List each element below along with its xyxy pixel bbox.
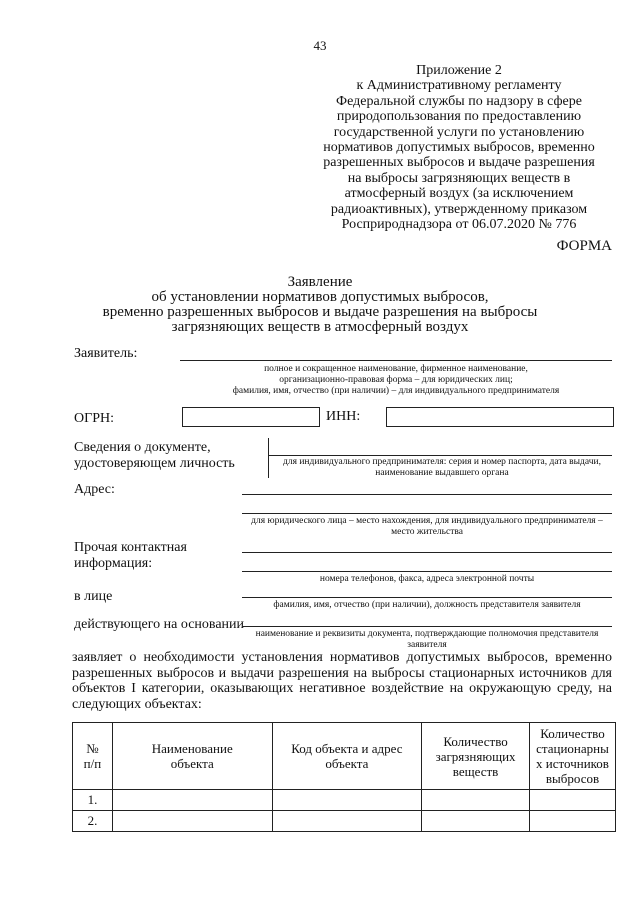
hint-line: полное и сокращенное наименование, фирменное наименование, [264,364,528,374]
label-line: Прочая контактная [74,540,187,555]
header-line: загрязняющих [435,748,516,764]
appendix-line: государственной услуги по установлению [333,124,585,140]
objects-table [72,722,616,832]
header-line: Количество [443,733,508,749]
appendix-header [318,63,600,232]
cell-object-code-address[interactable] [272,790,422,811]
header-line: стационарны [536,741,609,756]
appendix-line: на выбросы загрязняющих веществ в [347,170,571,186]
header-line: объекта [325,756,369,771]
identity-doc-field[interactable] [268,455,612,456]
header-object-name [112,723,272,790]
contacts-field-2[interactable] [242,571,612,572]
header-line: п/п [83,756,102,771]
appendix-line: к Административному регламенту [356,78,562,94]
header-line: Количество [540,726,605,741]
header-sources-count [530,723,616,790]
address-label: Адрес: [74,482,115,497]
header-object-code-address [272,723,422,790]
address-hint [242,516,612,538]
ogrn-input[interactable] [182,407,320,427]
represented-by-hint: фамилия, имя, отчество (при наличии), должность представителя заявителя [273,600,581,610]
form-label: ФОРМА [556,238,612,254]
basis-hint [242,629,612,651]
cell-sources-count[interactable] [530,811,616,832]
label-line: удостоверяющем личность [74,456,235,471]
title-line: загрязняющих веществ в атмосферный воздух [171,319,469,335]
identity-doc-bracket [268,438,269,478]
table-row [73,811,616,832]
cell-number: 1. [73,790,113,811]
appendix-line: Федеральной службы по надзору в сфере [336,93,582,109]
identity-doc-hint [272,457,612,479]
cell-pollutants-count[interactable] [422,790,530,811]
contacts-field-1[interactable] [242,552,612,553]
header-line: № [86,741,99,756]
label-line: информация: [74,556,153,571]
document-title [80,275,560,335]
cell-pollutants-count[interactable] [422,811,530,832]
address-field-2[interactable] [242,513,612,514]
statement-paragraph: заявляет о необходимости установления нормативов допустимых выбросов, временно разрешенных выбросов и выдачи разрешения на выбросы стационарных источников для объектов I категории, оказывающих негативное воздействие на окружающую среду, на следующих объектах: [72,650,612,712]
header-pollutants-count [422,723,530,790]
cell-number: 2. [73,811,113,832]
appendix-line: радиоактивных), утвержденному приказом [330,201,588,217]
hint-line: заявителя [407,640,447,650]
ogrn-label: ОГРН: [74,411,114,426]
hint-line: наименование и реквизиты документа, подтверждающие полномочия представителя [255,629,599,639]
contacts-hint: номера телефонов, факса, адреса электронной почты [319,574,535,584]
label-line: Сведения о документе, [74,440,211,455]
header-number [73,723,113,790]
inn-label: ИНН: [326,409,361,424]
hint-line: для индивидуального предпринимателя: серия и номер паспорта, дата выдачи, [283,457,601,467]
cell-object-code-address[interactable] [272,811,422,832]
page-number: 43 [313,38,327,53]
table-header-row [73,723,616,790]
hint-line: для юридического лица – место нахождения, для индивидуального предпринимателя – [251,516,603,526]
header-line: Код объекта и адрес [291,741,403,756]
appendix-line: атмосферный воздух (за исключением [344,186,574,202]
appendix-line: нормативов допустимых выбросов, временно [323,140,595,156]
address-field-1[interactable] [242,494,612,495]
header-line: х источников [536,756,609,771]
applicant-hint [180,364,612,397]
cell-object-name[interactable] [112,811,272,832]
table-row [73,790,616,811]
appendix-line: Приложение 2 [416,63,502,78]
hint-line: организационно-правовая форма – для юридических лиц; [279,375,513,385]
title-line: Заявление [287,274,353,290]
header-line: веществ [452,763,499,779]
hint-line: место жительства [391,527,463,537]
cell-object-name[interactable] [112,790,272,811]
appendix-line: разрешенных выбросов и выдаче разрешения [323,155,595,171]
header-line: выбросов [545,771,600,786]
inn-input[interactable] [386,407,614,427]
hint-line: наименование выдавшего органа [375,468,509,478]
basis-field[interactable] [242,626,612,627]
applicant-label: Заявитель: [74,346,138,361]
represented-by-field[interactable] [242,597,612,598]
header-line: Наименование [151,741,233,756]
basis-label: действующего на основании [74,617,245,632]
identity-doc-label [74,440,235,472]
contacts-label [74,540,187,572]
header-line: объекта [170,756,214,771]
hint-line: фамилия, имя, отчество (при наличии) – для индивидуального предпринимателя [232,386,560,396]
cell-sources-count[interactable] [530,790,616,811]
appendix-line: Росприроднадзора от 06.07.2020 № 776 [341,217,577,233]
title-line: временно разрешенных выбросов и выдаче разрешения на выбросы [102,304,538,320]
applicant-field[interactable] [180,360,612,361]
title-line: об установлении нормативов допустимых выбросов, [151,289,489,305]
appendix-line: природопользования по предоставлению [336,109,582,125]
represented-by-label: в лице [74,589,113,604]
